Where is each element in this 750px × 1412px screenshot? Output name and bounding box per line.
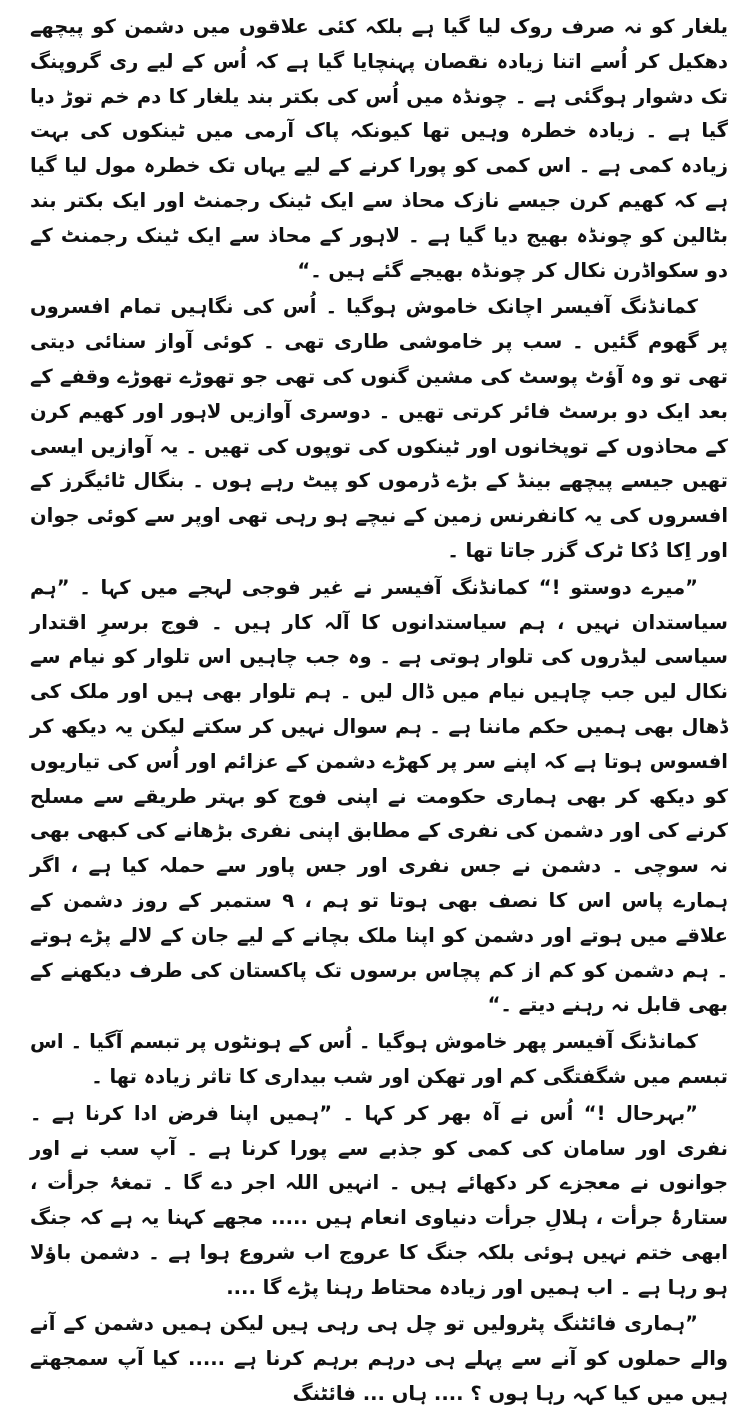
paragraph-officer-silence: کمانڈنگ آفیسر اچانک خاموش ہوگیا ۔ اُس کی نگاہیں تمام افسروں پر گھوم گئیں ۔ سب پر خاموشی طاری تھی ۔ کوئی آواز سنائی دیتی تھی تو وہ آؤٹ پوسٹ کی مشین گنوں کی تھی جو تھوڑے تھوڑے وقفے کے بعد ایک دو برسٹ فائر کرتی تھیں ۔ دوسری آوازیں لاہور اور کھیم کرن کے محاذوں کے توپخانوں اور ٹینکوں کی توپوں کی تھیں ۔ یہ آوازیں ایسی تھیں جیسے پیچھے بینڈ کے بڑے ڈرموں کو پیٹ رہے ہوں ۔ بنگال ٹائیگرز کے افسروں کی یہ کانفرنس زمین کے نیچے ہو رہی تھی اوپر سے کوئی جوان اور اِکا دُکا ٹرک گزر جاتا تھا ۔ [30,295,728,562]
paragraph-fighting-patrols: ”ہماری فائٹنگ پٹرولیں تو چل ہی رہی ہیں لیکن ہمیں دشمن کے آنے والے حملوں کو آنے سے پہلے ہی درہم برہم کرنا ہے ..... کیا آپ سمجھتے ہیں میں کیا کہہ رہا ہوں ؟ .... ہاں ... فائٹنگ [30,1312,728,1406]
paragraph-speech-politicians: ”میرے دوستو !“ کمانڈنگ آفیسر نے غیر فوجی لہجے میں کہا ۔ ”ہم سیاستدان نہیں ، ہم سیاستدانوں کا آلہ کار ہیں ۔ فوج برسرِ اقتدار سیاسی لیڈروں کی تلوار ہوتی ہے ۔ وہ جب چاہیں اس تلوار کو نیام سے نکال لیں جب چاہیں نیام میں ڈال لیں ۔ ہم تلوار بھی ہیں اور ملک کی ڈھال بھی ہمیں حکم ماننا ہے ۔ ہم سوال نہیں کر سکتے لیکن یہ دیکھ کر افسوس ہوتا ہے کہ اپنے سر پر کھڑے دشمن کے عزائم اور اُس کی تیاریوں کو دیکھ کر بھی ہماری حکومت نے اپنی فوج کو بہتر طریقے سے مسلح کرنے کی اور دشمن کی نفری کے مطابق اپنی نفری بڑھانے کی کبھی بھی نہ سوچی ۔ دشمن نے جس نفری اور جس پاور سے حملہ کیا ہے ، اگر ہمارے پاس اس کا نصف بھی ہوتا تو ہم ، ۹ ستمبر کے روز دشمن کے علاقے میں ہوتے اور دشمن کو اپنا ملک بچانے کے لیے جان کے لالے پڑے ہوتے ۔ ہم دشمن کو کم از کم پچاس برسوں تک پاکستان کی طرف دیکھنے کے بھی قابل نہ رہنے دیتے ۔“ [30,575,728,1017]
paragraph-duty: ”بہرحال !“ اُس نے آہ بھر کر کہا ۔ ”ہمیں اپنا فرض ادا کرنا ہے ۔ نفری اور سامان کی کمی کو جذبے سے پورا کرنا ہے ۔ آپ سب نے اور جوانوں نے معجزے کر دکھائے ہیں ۔ انہیں اللہ اجر دے گا ۔ تمغۂ جرأت ، ستارۂ جرأت ، ہلالِ جرأت دنیاوی انعام ہیں ..... مجھے کہنا یہ ہے کہ جنگ ابھی ختم نہیں ہوئی بلکہ جنگ کا عروج اب شروع ہوا ہے ۔ دشمن باؤلا ہو رہا ہے ۔ اب ہمیں اور زیادہ محتاط رہنا پڑے گا .... [30,1101,728,1299]
paragraph-smile: کمانڈنگ آفیسر پھر خاموش ہوگیا ۔ اُس کے ہونٹوں پر تبسم آگیا ۔ اس تبسم میں شگفتگی کم اور تھکن اور شب بیداری کا تاثر زیادہ تھا ۔ [30,1030,728,1088]
paragraph-briefing-end: یلغار کو نہ صرف روک لیا گیا ہے بلکہ کئی علاقوں میں دشمن کو پیچھے دھکیل کر اُسے اتنا زیادہ نقصان پہنچایا گیا ہے کہ اُس کے لیے ری گروپنگ تک دشوار ہوگئی ہے ۔ چونڈہ میں اُس کی بکتر بند یلغار کا دم خم توڑ دیا گیا ہے ۔ زیادہ خطرہ وہیں تھا کیونکہ پاک آرمی میں ٹینکوں کی بہت زیادہ کمی ہے ۔ اس کمی کو پورا کرنے کے لیے یہاں تک خطرہ مول لیا گیا ہے کہ کھیم کرن جیسے نازک محاذ سے ایک ٹینک رجمنٹ اور ایک بکتر بند بٹالین کو چونڈہ بھیج دیا گیا ہے ۔ لاہور کے محاذ سے ایک ٹینک رجمنٹ کے دو سکواڈرن نکال کر چونڈہ بھیجے گئے ہیں ۔“ [30,15,728,282]
